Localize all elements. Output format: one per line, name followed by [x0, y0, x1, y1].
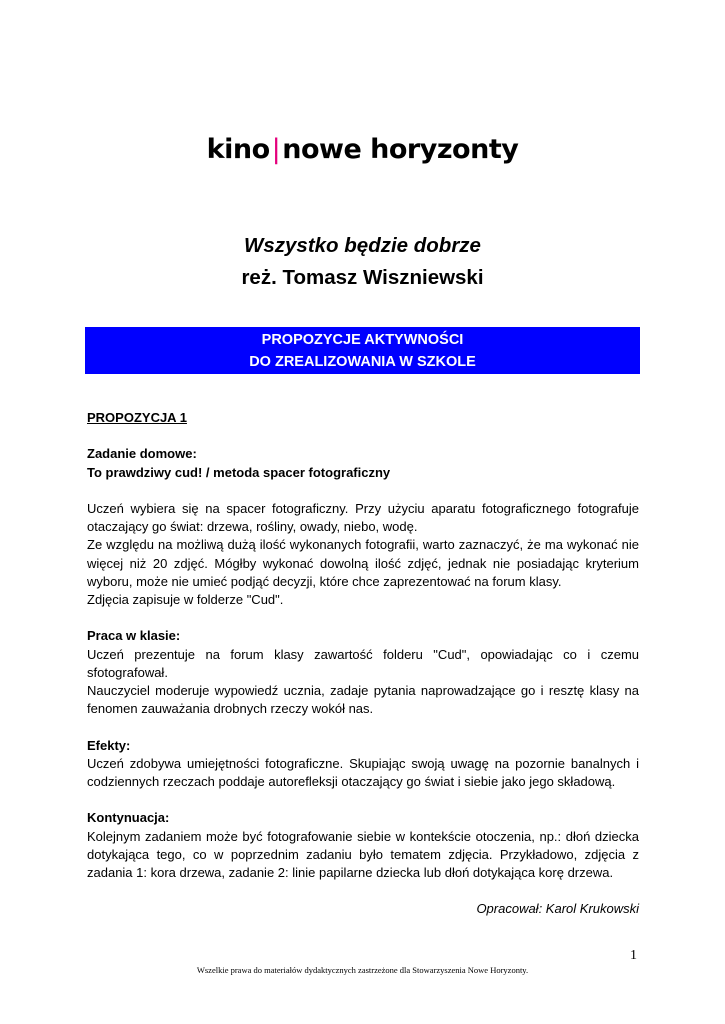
- classwork-paragraph: Uczeń prezentuje na forum klasy zawartość folderu "Cud", opowiadając co i czemu sfotografował.: [87, 646, 639, 680]
- classwork-paragraph: Nauczyciel moderuje wypowiedź ucznia, zadaje pytania naprowadzające go i resztę klasy na fenomen zauważania drobnych rzeczy wokół nas.: [87, 683, 639, 717]
- section-banner: [85, 327, 640, 374]
- document-title: [0, 230, 725, 294]
- classwork-label: Praca w klasie:: [87, 628, 181, 644]
- document-content: [87, 409, 639, 919]
- homework-paragraph: Uczeń wybiera się na spacer fotograficzny. Przy użyciu aparatu fotograficznego fotografuje otaczający go świat: drzewa, rośliny, owady, niebo, wodę.: [87, 500, 639, 535]
- banner-line-2: DO ZREALIZOWANIA W SZKOLE: [249, 354, 476, 370]
- homework-label: Zadanie domowe:: [87, 446, 197, 462]
- logo-separator: |: [271, 134, 281, 165]
- page-number: 1: [630, 948, 637, 963]
- effects-paragraph: Uczeń zdobywa umiejętności fotograficzne. Skupiając swoją uwagę na pozornie banalnych i codziennych rzeczach poddaje autorefleksji otaczający go świat i siebie jako jego składową.: [87, 755, 639, 789]
- film-title: Wszystko będzie dobrze: [244, 234, 481, 257]
- proposal-heading: PROPOZYCJA 1: [87, 410, 187, 425]
- continuation-label: Kontynuacja:: [87, 810, 170, 826]
- logo: [0, 132, 725, 168]
- continuation-paragraph: Kolejnym zadaniem może być fotografowanie siebie w kontekście otoczenia, np.: dłoń dziecka dotykająca tego, co w poprzednim zadaniu było tematem zdjęcia. Przykładowo, zdjęcia z zadania 1: kora drzewa, zadanie 2: linie papilarne dziecka lub dłoń dotykająca korę drzewa.: [87, 828, 639, 880]
- homework-subtitle: To prawdziwy cud! / metoda spacer fotograficzny: [87, 464, 391, 480]
- banner-line-1: PROPOZYCJE AKTYWNOŚCI: [261, 332, 464, 348]
- director: reż. Tomasz Wiszniewski: [241, 266, 484, 289]
- footer-copyright: Wszelkie prawa do materiałów dydaktycznych zastrzeżone dla Stowarzyszenia Nowe Horyzonty.: [196, 965, 529, 975]
- homework-paragraph: Zdjęcia zapisuje w folderze "Cud".: [87, 592, 284, 607]
- effects-label: Efekty:: [87, 737, 131, 753]
- logo-nowe-horyzonty: nowe horyzonty: [282, 134, 519, 165]
- signature: Opracował: Karol Krukowski: [476, 901, 639, 917]
- logo-kino: kino: [206, 134, 270, 165]
- homework-paragraph: Ze względu na możliwą dużą ilość wykonanych fotografii, warto zaznaczyć, że ma wykonać nie więcej niż 20 zdjęć. Mógłby wykonać dowolną ilość zdjęć, jednak nie posiadając kryterium wyboru, może nie umieć podjąć decyzji, które chce zaprezentować na forum klasy.: [87, 537, 639, 589]
